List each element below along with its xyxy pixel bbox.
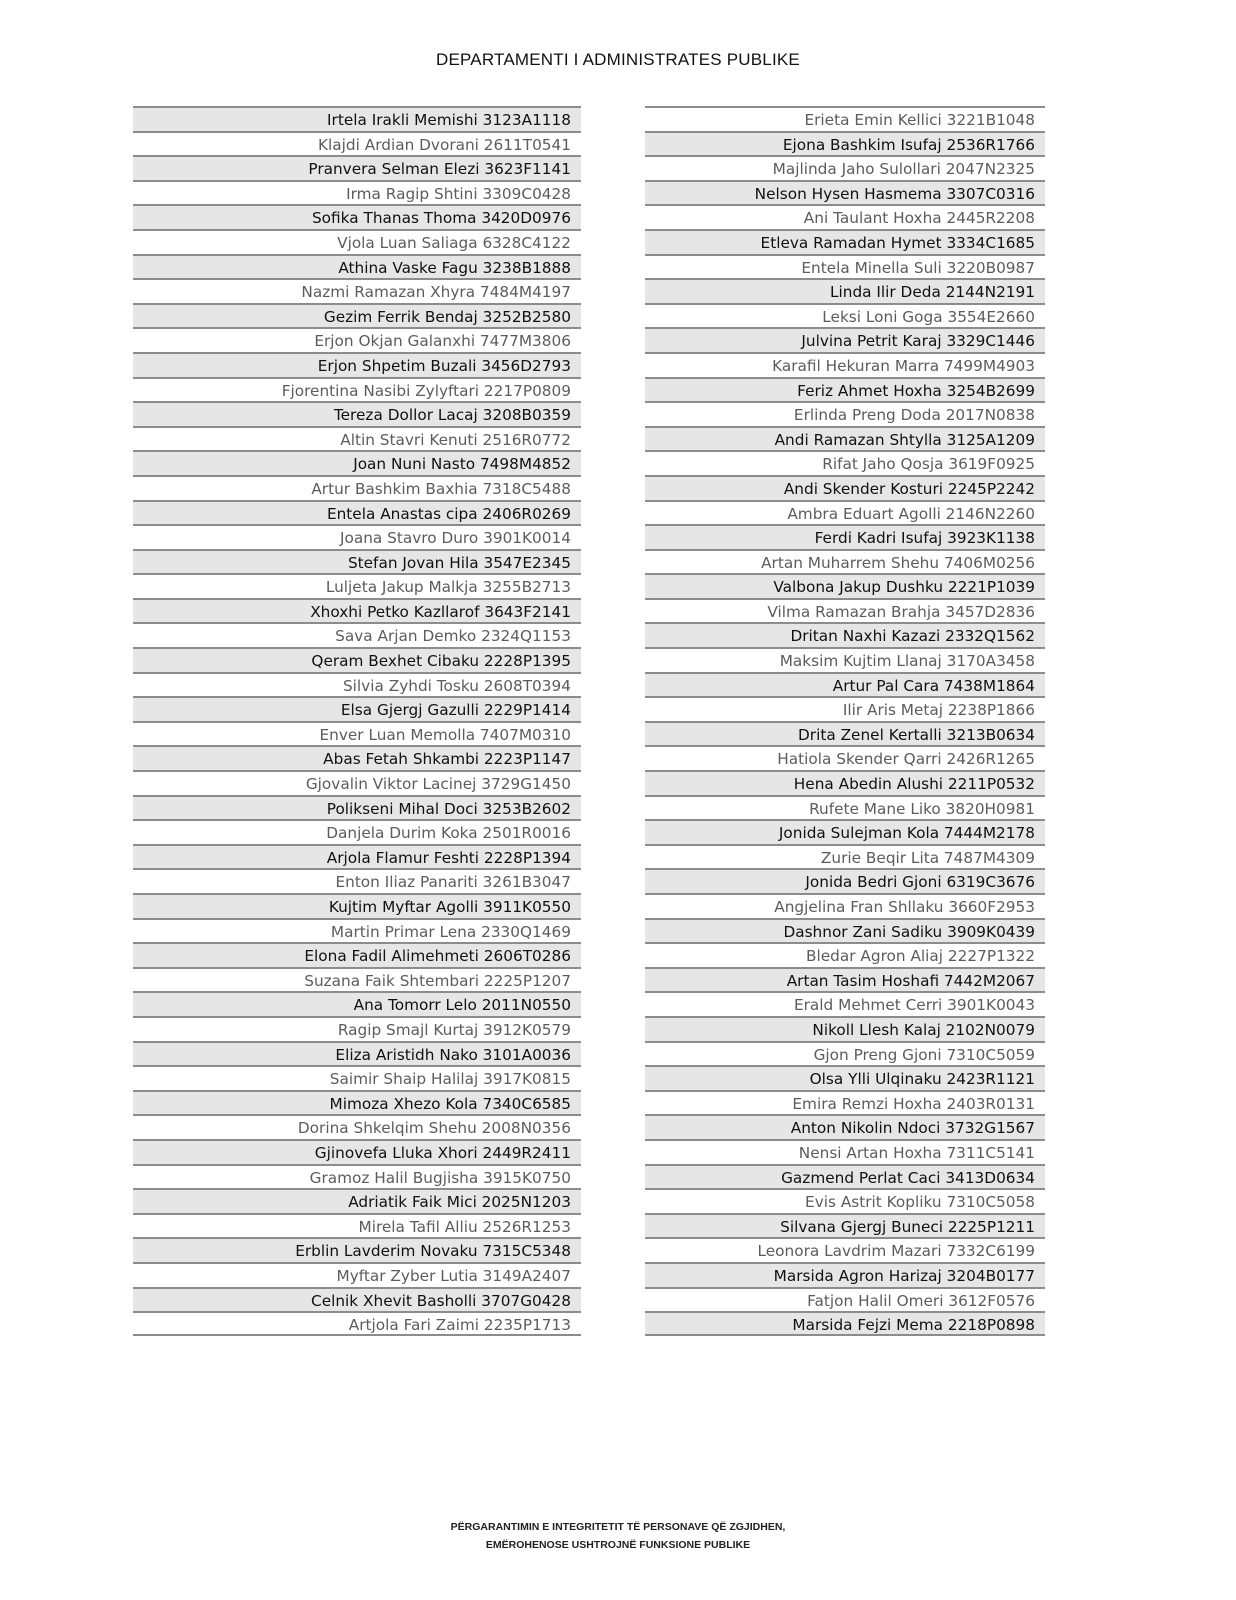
list-item: Ani Taulant Hoxha 2445R2208 (645, 204, 1045, 229)
list-item: Leonora Lavdrim Mazari 7332C6199 (645, 1237, 1045, 1262)
list-item: Jonida Sulejman Kola 7444M2178 (645, 819, 1045, 844)
list-item: Eliza Aristidh Nako 3101A0036 (133, 1041, 581, 1066)
list-item: Myftar Zyber Lutia 3149A2407 (133, 1262, 581, 1287)
list-item: Nelson Hysen Hasmema 3307C0316 (645, 180, 1045, 205)
list-item: Saimir Shaip Halilaj 3917K0815 (133, 1065, 581, 1090)
list-item: Artan Tasim Hoshafi 7442M2067 (645, 967, 1045, 992)
list-item: Ambra Eduart Agolli 2146N2260 (645, 500, 1045, 525)
list-item: Danjela Durim Koka 2501R0016 (133, 819, 581, 844)
list-item: Bledar Agron Aliaj 2227P1322 (645, 942, 1045, 967)
list-item: Gramoz Halil Bugjisha 3915K0750 (133, 1164, 581, 1189)
list-item: Enver Luan Memolla 7407M0310 (133, 721, 581, 746)
list-item: Vjola Luan Saliaga 6328C4122 (133, 229, 581, 254)
list-item: Tereza Dollor Lacaj 3208B0359 (133, 401, 581, 426)
list-item: Mirela Tafil Alliu 2526R1253 (133, 1213, 581, 1238)
list-item: Gazmend Perlat Caci 3413D0634 (645, 1164, 1045, 1189)
list-item: Erjon Shpetim Buzali 3456D2793 (133, 352, 581, 377)
list-item: Zurie Beqir Lita 7487M4309 (645, 844, 1045, 869)
list-item: Olsa Ylli Ulqinaku 2423R1121 (645, 1065, 1045, 1090)
list-item: Angjelina Fran Shllaku 3660F2953 (645, 893, 1045, 918)
list-item: Etleva Ramadan Hymet 3334C1685 (645, 229, 1045, 254)
right-name-column (645, 106, 1045, 1336)
list-item: Artjola Fari Zaimi 2235P1713 (133, 1311, 581, 1336)
list-item: Silvia Zyhdi Tosku 2608T0394 (133, 672, 581, 697)
page-title: DEPARTAMENTI I ADMINISTRATES PUBLIKE (436, 50, 800, 69)
list-item: Jonida Bedri Gjoni 6319C3676 (645, 868, 1045, 893)
list-item: Irma Ragip Shtini 3309C0428 (133, 180, 581, 205)
list-item: Evis Astrit Kopliku 7310C5058 (645, 1188, 1045, 1213)
list-item: Joan Nuni Nasto 7498M4852 (133, 450, 581, 475)
list-item: Irtela Irakli Memishi 3123A1118 (133, 106, 581, 131)
list-item: Suzana Faik Shtembari 2225P1207 (133, 967, 581, 992)
list-item: Gjon Preng Gjoni 7310C5059 (645, 1041, 1045, 1066)
list-item: Andi Ramazan Shtylla 3125A1209 (645, 426, 1045, 451)
list-item: Adriatik Faik Mici 2025N1203 (133, 1188, 581, 1213)
list-item: Anton Nikolin Ndoci 3732G1567 (645, 1114, 1045, 1139)
list-item: Nikoll Llesh Kalaj 2102N0079 (645, 1016, 1045, 1041)
list-item: Julvina Petrit Karaj 3329C1446 (645, 327, 1045, 352)
list-item: Entela Anastas cipa 2406R0269 (133, 500, 581, 525)
list-item: Sava Arjan Demko 2324Q1153 (133, 622, 581, 647)
list-item: Dashnor Zani Sadiku 3909K0439 (645, 918, 1045, 943)
list-item: Enton Iliaz Panariti 3261B3047 (133, 868, 581, 893)
list-item: Athina Vaske Fagu 3238B1888 (133, 254, 581, 279)
list-item: Artan Muharrem Shehu 7406M0256 (645, 549, 1045, 574)
list-item: Nazmi Ramazan Xhyra 7484M4197 (133, 278, 581, 303)
list-item: Celnik Xhevit Basholli 3707G0428 (133, 1287, 581, 1312)
list-item: Erieta Emin Kellici 3221B1048 (645, 106, 1045, 131)
list-item: Ferdi Kadri Isufaj 3923K1138 (645, 524, 1045, 549)
list-item: Erald Mehmet Cerri 3901K0043 (645, 991, 1045, 1016)
list-item: Klajdi Ardian Dvorani 2611T0541 (133, 131, 581, 156)
list-item: Xhoxhi Petko Kazllarof 3643F2141 (133, 598, 581, 623)
footer (0, 1518, 1236, 1554)
list-item: Ragip Smajl Kurtaj 3912K0579 (133, 1016, 581, 1041)
list-item: Sofika Thanas Thoma 3420D0976 (133, 204, 581, 229)
list-item: Entela Minella Suli 3220B0987 (645, 254, 1045, 279)
list-item: Marsida Agron Harizaj 3204B0177 (645, 1262, 1045, 1287)
list-item: Hatiola Skender Qarri 2426R1265 (645, 745, 1045, 770)
footer-line-2: EMËROHENOSE USHTROJNË FUNKSIONE PUBLIKE (485, 1539, 751, 1551)
list-item: Valbona Jakup Dushku 2221P1039 (645, 573, 1045, 598)
list-item: Linda Ilir Deda 2144N2191 (645, 278, 1045, 303)
list-item: Gjinovefa Lluka Xhori 2449R2411 (133, 1139, 581, 1164)
list-item: Karafil Hekuran Marra 7499M4903 (645, 352, 1045, 377)
list-item: Altin Stavri Kenuti 2516R0772 (133, 426, 581, 451)
list-item: Fjorentina Nasibi Zylyftari 2217P0809 (133, 377, 581, 402)
list-item: Hena Abedin Alushi 2211P0532 (645, 770, 1045, 795)
list-item: Joana Stavro Duro 3901K0014 (133, 524, 581, 549)
list-item: Erjon Okjan Galanxhi 7477M3806 (133, 327, 581, 352)
list-item: Artur Pal Cara 7438M1864 (645, 672, 1045, 697)
list-item: Gezim Ferrik Bendaj 3252B2580 (133, 303, 581, 328)
list-item: Rufete Mane Liko 3820H0981 (645, 795, 1045, 820)
list-item: Erlinda Preng Doda 2017N0838 (645, 401, 1045, 426)
list-item: Arjola Flamur Feshti 2228P1394 (133, 844, 581, 869)
list-item: Artur Bashkim Baxhia 7318C5488 (133, 475, 581, 500)
list-item: Rifat Jaho Qosja 3619F0925 (645, 450, 1045, 475)
list-item: Mimoza Xhezo Kola 7340C6585 (133, 1090, 581, 1115)
list-item: Majlinda Jaho Sulollari 2047N2325 (645, 155, 1045, 180)
list-item: Stefan Jovan Hila 3547E2345 (133, 549, 581, 574)
list-item: Nensi Artan Hoxha 7311C5141 (645, 1139, 1045, 1164)
list-item: Dritan Naxhi Kazazi 2332Q1562 (645, 622, 1045, 647)
list-item: Fatjon Halil Omeri 3612F0576 (645, 1287, 1045, 1312)
list-item: Kujtim Myftar Agolli 3911K0550 (133, 893, 581, 918)
list-item: Gjovalin Viktor Lacinej 3729G1450 (133, 770, 581, 795)
list-item: Pranvera Selman Elezi 3623F1141 (133, 155, 581, 180)
list-item: Silvana Gjergj Buneci 2225P1211 (645, 1213, 1045, 1238)
list-item: Dorina Shkelqim Shehu 2008N0356 (133, 1114, 581, 1139)
list-item: Marsida Fejzi Mema 2218P0898 (645, 1311, 1045, 1336)
list-item: Ana Tomorr Lelo 2011N0550 (133, 991, 581, 1016)
list-item: Leksi Loni Goga 3554E2660 (645, 303, 1045, 328)
list-item: Elona Fadil Alimehmeti 2606T0286 (133, 942, 581, 967)
list-item: Andi Skender Kosturi 2245P2242 (645, 475, 1045, 500)
list-item: Erblin Lavderim Novaku 7315C5348 (133, 1237, 581, 1262)
left-name-column (133, 106, 581, 1336)
list-item: Ejona Bashkim Isufaj 2536R1766 (645, 131, 1045, 156)
list-item: Ilir Aris Metaj 2238P1866 (645, 696, 1045, 721)
list-item: Martin Primar Lena 2330Q1469 (133, 918, 581, 943)
list-item: Vilma Ramazan Brahja 3457D2836 (645, 598, 1045, 623)
list-item: Drita Zenel Kertalli 3213B0634 (645, 721, 1045, 746)
list-item: Polikseni Mihal Doci 3253B2602 (133, 795, 581, 820)
footer-line-1: PËRGARANTIMIN E INTEGRITETIT TË PERSONAVE QË ZGJIDHEN, (450, 1521, 786, 1533)
list-item: Luljeta Jakup Malkja 3255B2713 (133, 573, 581, 598)
list-item: Abas Fetah Shkambi 2223P1147 (133, 745, 581, 770)
list-item: Maksim Kujtim Llanaj 3170A3458 (645, 647, 1045, 672)
list-item: Elsa Gjergj Gazulli 2229P1414 (133, 696, 581, 721)
list-item: Feriz Ahmet Hoxha 3254B2699 (645, 377, 1045, 402)
list-item: Qeram Bexhet Cibaku 2228P1395 (133, 647, 581, 672)
list-item: Emira Remzi Hoxha 2403R0131 (645, 1090, 1045, 1115)
